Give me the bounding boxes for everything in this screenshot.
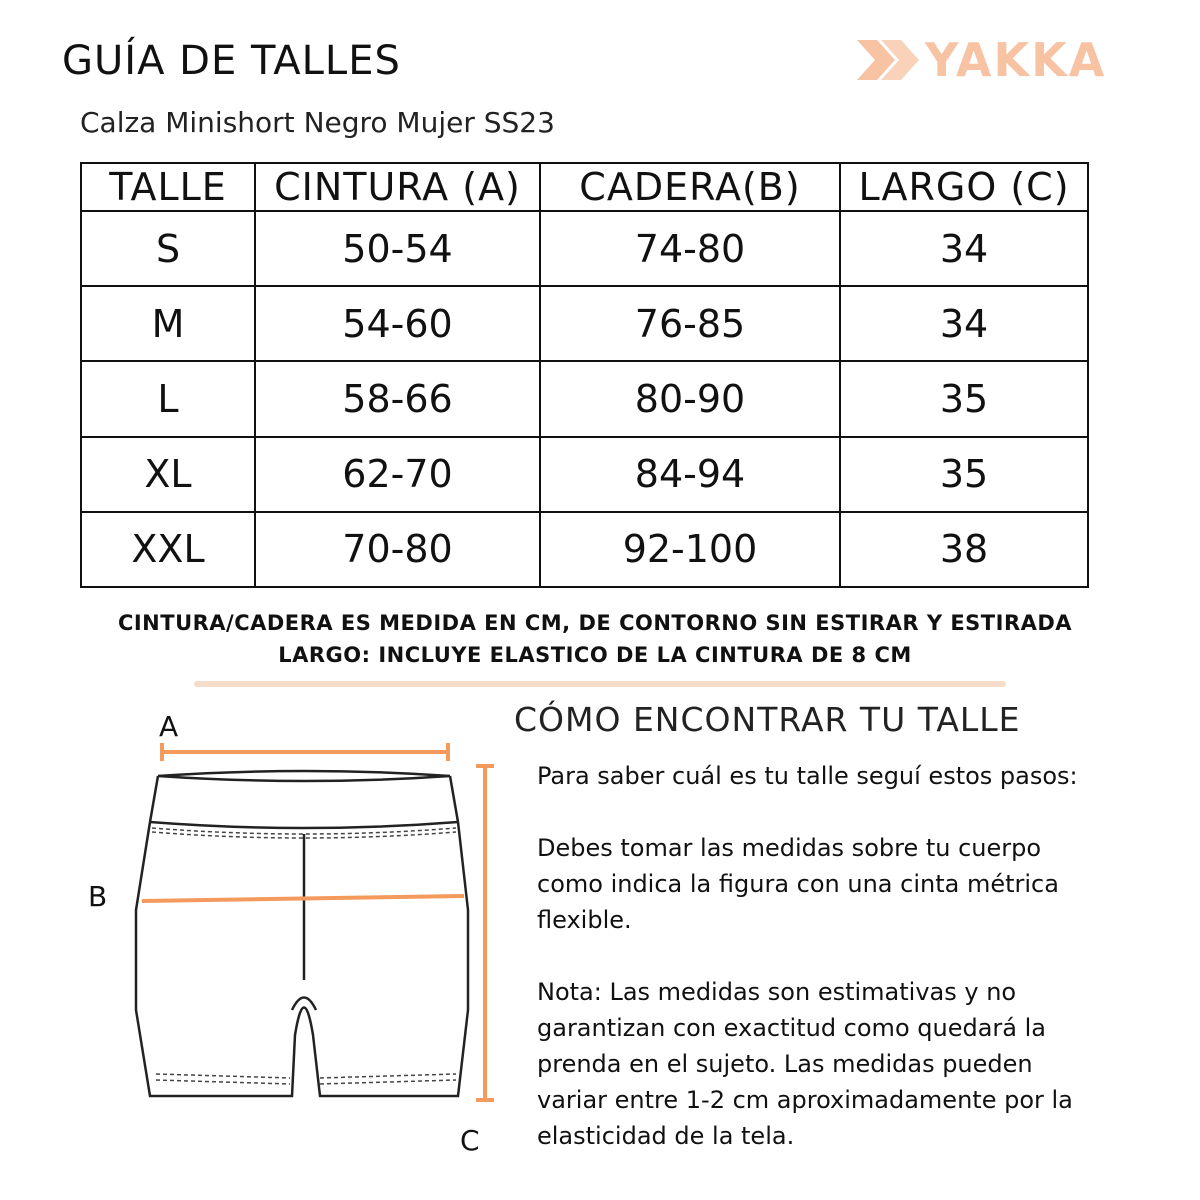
label-c: C: [460, 1124, 480, 1157]
hip-cell: 74-80: [540, 211, 840, 286]
length-cell: 38: [840, 512, 1088, 587]
table-row: [81, 437, 1088, 512]
page-title: GUÍA DE TALLES: [62, 38, 401, 84]
size-cell: M: [81, 286, 255, 361]
waist-cell: 50-54: [255, 211, 540, 286]
label-a: A: [159, 710, 179, 743]
shorts-diagram: [120, 740, 510, 1110]
column-header: LARGO (C): [840, 163, 1088, 211]
hip-measure-line: [142, 896, 464, 901]
length-cell: 35: [840, 437, 1088, 512]
size-cell: XL: [81, 437, 255, 512]
hip-cell: 80-90: [540, 361, 840, 436]
instruction-paragraph: Nota: Las medidas son estimativas y no garantizan con exactitud como quedará la prenda en el sujeto. Las medidas pueden variar entre 1-2 cm aproximadamente por la elasticidad de la tela.: [537, 978, 1073, 1150]
product-subtitle: Calza Minishort Negro Mujer SS23: [80, 106, 555, 139]
shorts-outline: [136, 771, 468, 1096]
length-measure-line: [476, 766, 494, 1100]
waist-measure-line: [162, 743, 448, 761]
length-cell: 35: [840, 361, 1088, 436]
waist-cell: 58-66: [255, 361, 540, 436]
label-b: B: [88, 880, 108, 913]
measurement-notes: [0, 607, 1190, 671]
table-row: [81, 286, 1088, 361]
size-table: [80, 162, 1089, 588]
hip-cell: 76-85: [540, 286, 840, 361]
note-line-1: CINTURA/CADERA ES MEDIDA EN CM, DE CONTORNO SIN ESTIRAR Y ESTIRADA: [117, 611, 1073, 635]
section-divider: [194, 681, 1006, 687]
instruction-paragraph: Para saber cuál es tu talle seguí estos pasos:: [537, 762, 1078, 790]
table-row: [81, 211, 1088, 286]
size-cell: L: [81, 361, 255, 436]
column-header: CINTURA (A): [255, 163, 540, 211]
table-row: [81, 512, 1088, 587]
note-line-2: LARGO: INCLUYE ELASTICO DE LA CINTURA DE 8 CM: [278, 643, 912, 667]
length-cell: 34: [840, 286, 1088, 361]
brand-logo: [855, 33, 1107, 87]
waist-cell: 70-80: [255, 512, 540, 587]
waist-cell: 62-70: [255, 437, 540, 512]
brand-name: YAKKA: [925, 33, 1107, 87]
table-header-row: [81, 163, 1088, 211]
how-to-title: CÓMO ENCONTRAR TU TALLE: [514, 700, 1021, 739]
hip-cell: 92-100: [540, 512, 840, 587]
length-cell: 34: [840, 211, 1088, 286]
how-to-instructions: [537, 758, 1107, 1190]
hip-cell: 84-94: [540, 437, 840, 512]
column-header: CADERA(B): [540, 163, 840, 211]
brand-x-mark-icon: [855, 38, 919, 82]
size-cell: S: [81, 211, 255, 286]
column-header: TALLE: [81, 163, 255, 211]
size-cell: XXL: [81, 512, 255, 587]
instruction-paragraph: Debes tomar las medidas sobre tu cuerpo como indica la figura con una cinta métrica flexible.: [537, 834, 1059, 934]
waist-cell: 54-60: [255, 286, 540, 361]
table-row: [81, 361, 1088, 436]
